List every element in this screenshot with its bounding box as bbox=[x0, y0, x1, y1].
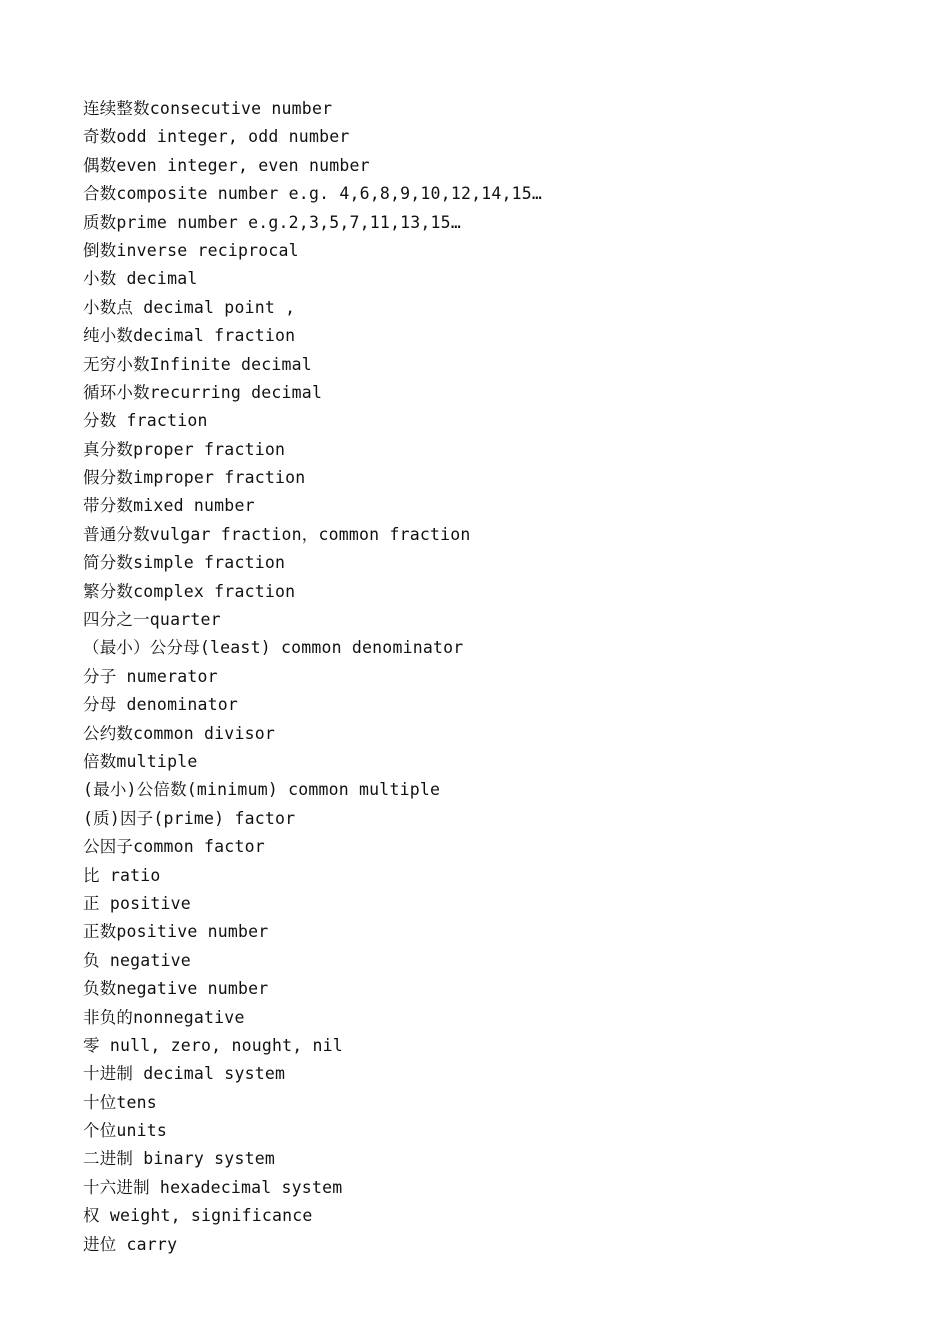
vocab-line: (最小)公倍数(minimum) common multiple bbox=[83, 780, 441, 800]
vocab-line: 四分之一quarter bbox=[83, 610, 221, 630]
vocab-line: 十位tens bbox=[83, 1092, 157, 1112]
vocab-line: 个位units bbox=[83, 1121, 168, 1141]
vocab-line: 简分数simple fraction bbox=[83, 553, 286, 573]
vocab-line: 循环小数recurring decimal bbox=[83, 382, 323, 402]
vocab-line: 合数composite number e.g. 4,6,8,9,10,12,14,15… bbox=[83, 184, 543, 204]
vocab-line: 普通分数vulgar fraction，common fraction bbox=[83, 524, 471, 544]
vocab-line: 二进制 binary system bbox=[83, 1149, 275, 1169]
vocab-line: 权 weight, significance bbox=[83, 1206, 313, 1226]
vocab-line: 倒数inverse reciprocal bbox=[83, 240, 299, 260]
vocab-line: 公约数common divisor bbox=[83, 723, 275, 743]
vocab-line: (质)因子(prime) factor bbox=[83, 808, 296, 828]
vocab-line: 小数 decimal bbox=[83, 269, 198, 289]
vocab-line: 正数positive number bbox=[83, 922, 269, 942]
vocab-line: 偶数even integer, even number bbox=[83, 155, 370, 175]
vocab-line: 十六进制 hexadecimal system bbox=[83, 1177, 343, 1197]
vocab-line: 小数点 decimal point , bbox=[83, 297, 296, 317]
vocab-line: 十进制 decimal system bbox=[83, 1064, 286, 1084]
vocab-line: 负数negative number bbox=[83, 979, 269, 999]
document-page bbox=[83, 95, 883, 1259]
vocab-line: 繁分数complex fraction bbox=[83, 581, 296, 601]
vocab-line: （最小）公分母(least) common denominator bbox=[83, 638, 464, 658]
vocab-line: 假分数improper fraction bbox=[83, 468, 306, 488]
vocab-line: 带分数mixed number bbox=[83, 496, 255, 516]
vocab-line: 进位 carry bbox=[83, 1234, 178, 1254]
vocab-line: 负 negative bbox=[83, 950, 191, 970]
vocab-line: 分数 fraction bbox=[83, 411, 208, 431]
vocab-line: 质数prime number e.g.2,3,5,7,11,13,15… bbox=[83, 212, 461, 232]
vocab-line: 奇数odd integer, odd number bbox=[83, 127, 350, 147]
vocab-line: 分母 denominator bbox=[83, 695, 239, 715]
vocab-line: 非负的nonnegative bbox=[83, 1007, 245, 1027]
vocab-line: 无穷小数Infinite decimal bbox=[83, 354, 312, 374]
vocab-line: 正 positive bbox=[83, 893, 191, 913]
vocab-line: 真分数proper fraction bbox=[83, 439, 286, 459]
vocab-line: 分子 numerator bbox=[83, 666, 218, 686]
vocab-line: 连续整数consecutive number bbox=[83, 99, 333, 118]
vocab-line: 公因子common factor bbox=[83, 837, 265, 857]
vocab-line: 零 null, zero, nought, nil bbox=[83, 1035, 343, 1055]
vocab-line: 比 ratio bbox=[83, 865, 161, 885]
vocab-line: 纯小数decimal fraction bbox=[83, 326, 296, 346]
vocab-line: 倍数multiple bbox=[83, 751, 198, 771]
